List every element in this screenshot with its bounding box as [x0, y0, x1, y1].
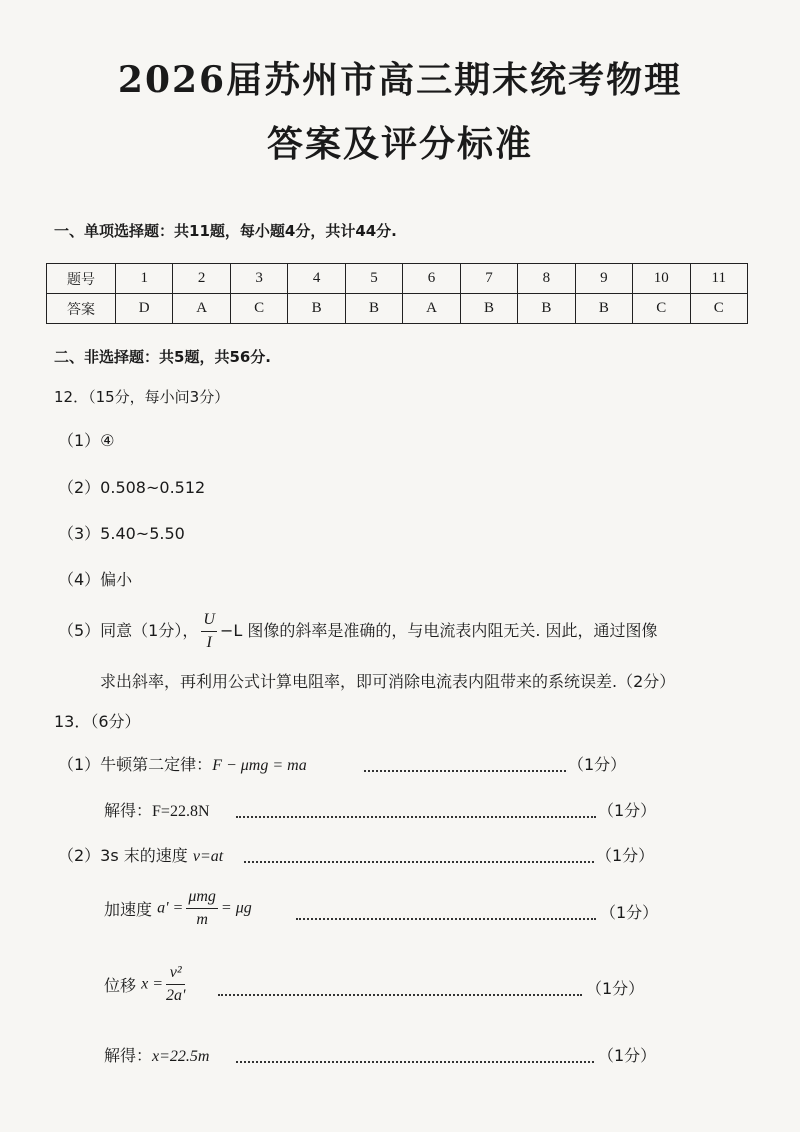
q12-header: 12．（15分，每小问3分） — [54, 388, 230, 406]
question-number: 5 — [345, 264, 402, 294]
leader-dots — [296, 918, 596, 920]
answer-cell: B — [575, 294, 632, 324]
score-mark: （1分） — [598, 801, 657, 820]
score-mark: （1分） — [586, 979, 645, 998]
leader-dots — [218, 994, 582, 996]
answer-cell: A — [403, 294, 460, 324]
answer-cell: C — [230, 294, 287, 324]
section2-heading: 二、非选择题：共5题，共56分. — [54, 348, 272, 366]
q13-part2-result — [104, 1043, 209, 1066]
acceleration-rhs: = μg — [220, 899, 252, 917]
question-number: 3 — [230, 264, 287, 294]
answer-cell: A — [173, 294, 230, 324]
q12-part5-prefix: （5）同意（1分）， — [58, 621, 199, 640]
force-result: F=22.8N — [152, 803, 210, 820]
answer-row — [47, 294, 748, 324]
fraction-denominator: 2a' — [166, 987, 186, 1004]
fraction-denominator: I — [206, 634, 212, 651]
leader-dots — [244, 861, 594, 863]
fraction-denominator: m — [196, 911, 208, 928]
section1-heading: 一、单项选择题：共11题，每小题4分，共计44分. — [54, 222, 397, 240]
answer-cell: B — [460, 294, 517, 324]
score-mark: （1分） — [600, 903, 659, 922]
q13-header: 13．（6分） — [54, 712, 141, 731]
question-number: 7 — [460, 264, 517, 294]
fraction-numerator: μmg — [186, 886, 218, 909]
displacement-fraction — [166, 962, 185, 1007]
question-number-row — [47, 264, 748, 294]
q12-part4: （4）偏小 — [58, 570, 133, 589]
acceleration-label: 加速度 — [104, 900, 158, 919]
result-label: 解得： — [104, 1046, 153, 1065]
q13-part2-acceleration — [104, 886, 252, 931]
displacement-label: 位移 — [104, 976, 142, 995]
acceleration-fraction — [186, 886, 218, 931]
question-number: 4 — [288, 264, 345, 294]
velocity-label: （2）3s 末的速度 — [58, 846, 193, 865]
leader-dots — [236, 1061, 594, 1063]
answer-cell: B — [288, 294, 345, 324]
score-mark: （1分） — [598, 1046, 657, 1065]
row-label-question: 题号 — [47, 264, 116, 294]
page-title: 2026届苏州市高三期末统考物理 — [117, 59, 683, 101]
fraction-numerator: v² — [166, 962, 185, 985]
score-mark: （1分） — [568, 755, 627, 774]
q12-part2: （2）0.508~0.512 — [58, 478, 206, 497]
q13-part1-formula — [58, 752, 307, 775]
q12-part5 — [58, 609, 658, 654]
fraction-numerator: U — [201, 609, 217, 632]
acceleration-lhs: a' = — [157, 899, 184, 917]
result-label: 解得： — [104, 801, 153, 820]
page-subtitle: 答案及评分标准 — [266, 123, 533, 165]
u-over-i-fraction — [201, 609, 217, 654]
answer-table — [46, 263, 748, 324]
answer-cell: D — [116, 294, 173, 324]
displacement-result: x=22.5m — [152, 1048, 210, 1065]
q13-part1-label: （1）牛顿第二定律： — [58, 755, 213, 774]
newton-second-law-formula: F − μmg = ma — [212, 757, 307, 774]
leader-dots — [364, 770, 566, 772]
q12-part1: （1）④ — [58, 431, 115, 450]
q13-part2-velocity — [58, 843, 223, 866]
question-number: 1 — [116, 264, 173, 294]
q13-part1-result — [104, 798, 210, 821]
q12-part3: （3）5.40~5.50 — [58, 524, 185, 543]
displacement-lhs: x = — [141, 975, 163, 993]
score-mark: （1分） — [596, 846, 655, 865]
question-number: 8 — [518, 264, 575, 294]
answer-cell: C — [690, 294, 747, 324]
answer-cell: B — [518, 294, 575, 324]
question-number: 9 — [575, 264, 632, 294]
question-number: 10 — [633, 264, 690, 294]
question-number: 11 — [690, 264, 747, 294]
question-number: 2 — [173, 264, 230, 294]
q13-part2-displacement — [104, 962, 188, 1007]
velocity-formula: v=at — [192, 848, 224, 865]
q12-part5-line2: 求出斜率，再利用公式计算电阻率，即可消除电流表内阻带来的系统误差.（2分） — [100, 672, 676, 691]
leader-dots — [236, 816, 596, 818]
question-number: 6 — [403, 264, 460, 294]
answer-cell: B — [345, 294, 402, 324]
row-label-answer: 答案 — [47, 294, 116, 324]
answer-cell: C — [633, 294, 690, 324]
q12-part5-suffix: −L 图像的斜率是准确的，与电流表内阻无关. 因此，通过图像 — [219, 621, 658, 640]
